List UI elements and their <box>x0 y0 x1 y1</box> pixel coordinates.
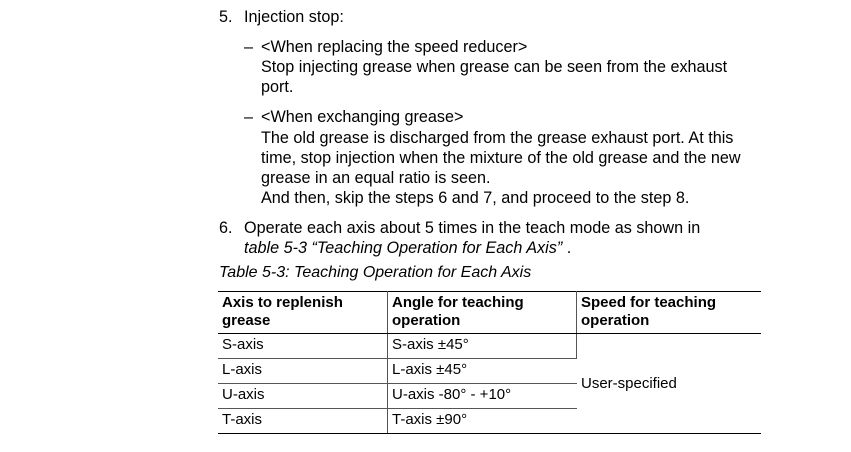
cell-angle: L-axis ±45° <box>388 359 577 384</box>
sub1-line: Stop injecting grease when grease can be seen from the exhaust <box>261 58 728 76</box>
header-axis: Axis to replenish grease <box>218 292 388 334</box>
teaching-operation-table <box>218 291 761 434</box>
sub2-line: time, stop injection when the mixture of the old grease and the new <box>261 149 741 167</box>
table-reference-link[interactable]: table 5-3 “Teaching Operation for Each Axis” <box>244 239 563 257</box>
step-6-period: . <box>562 239 572 257</box>
cell-angle: S-axis ±45° <box>388 334 577 359</box>
table-caption: Table 5-3: Teaching Operation for Each Axis <box>219 264 532 281</box>
header-angle: Angle for teaching operation <box>388 292 577 334</box>
step-5-title: Injection stop: <box>244 8 344 26</box>
cell-axis: T-axis <box>218 409 388 434</box>
sub2-heading: <When exchanging grease> <box>261 108 464 126</box>
cell-angle: U-axis -80° - +10° <box>388 384 577 409</box>
cell-axis: L-axis <box>218 359 388 384</box>
sub1-heading: <When replacing the speed reducer> <box>261 38 528 56</box>
sub2-line: The old grease is discharged from the grease exhaust port. At this <box>261 129 734 147</box>
step-6-reference-line <box>244 238 571 258</box>
table-header-row <box>218 292 761 334</box>
sub1-line: port. <box>261 78 294 96</box>
step-6-line: Operate each axis about 5 times in the teach mode as shown in <box>244 219 701 237</box>
step-5-number: 5. <box>219 8 233 26</box>
cell-speed: User-specified <box>577 334 762 434</box>
sub1-dash: – <box>244 38 254 56</box>
cell-axis: U-axis <box>218 384 388 409</box>
header-speed: Speed for teaching operation <box>577 292 762 334</box>
sub2-dash: – <box>244 108 254 126</box>
table-row <box>218 334 761 359</box>
cell-axis: S-axis <box>218 334 388 359</box>
step-6-number: 6. <box>219 219 233 237</box>
sub2-line: And then, skip the steps 6 and 7, and proceed to the step 8. <box>261 189 690 207</box>
cell-angle: T-axis ±90° <box>388 409 577 434</box>
sub2-line: grease in an equal ratio is seen. <box>261 169 491 187</box>
